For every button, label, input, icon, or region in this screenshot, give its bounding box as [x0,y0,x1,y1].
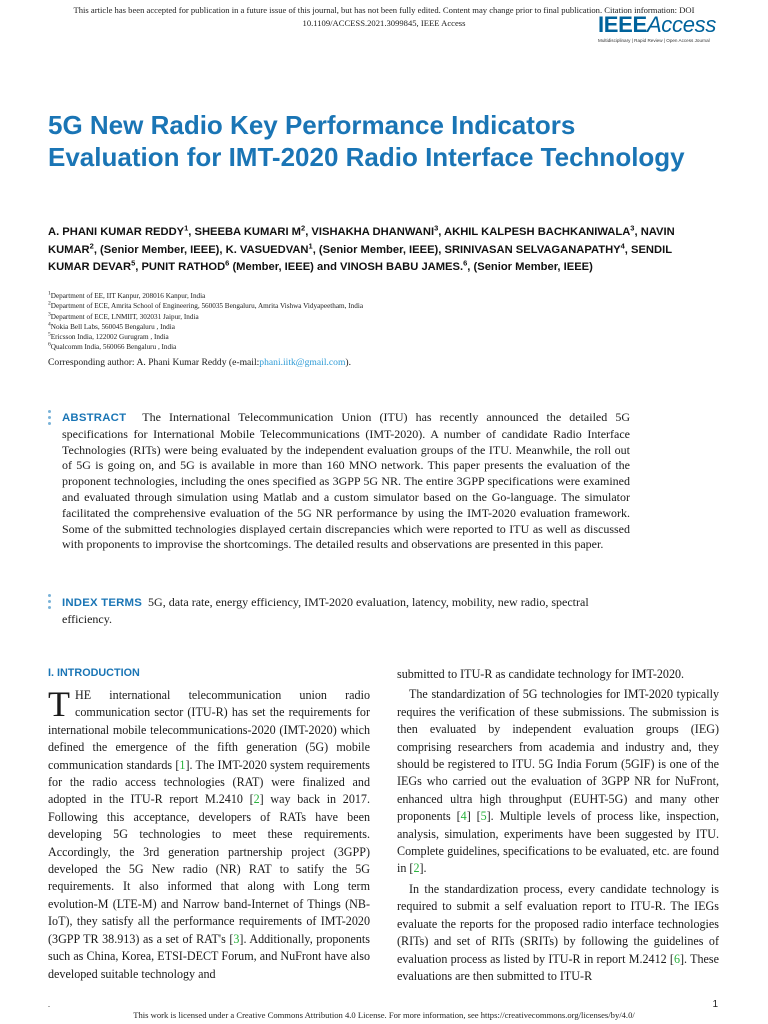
citation-link[interactable]: 2 [413,861,420,876]
text-segment: ]. The IMT-2020 system requirements for the radio access technologies (RAT) were finalized and adopted in the ITU-R report M.2410 [ [48,757,371,807]
author-name: K. VASUEDVAN [225,243,309,256]
author-name: VISHAKHA DHANWANI [311,226,435,238]
citation-link[interactable]: 3 [233,931,240,946]
logo-tagline: Multidisciplinary | Rapid Review | Open Access Journal [598,38,710,43]
author-membership: (Senior Member, IEEE) [100,243,220,256]
text-segment: ]. These evaluations are then submitted to ITU-R [397,951,719,983]
author-name: NAVIN KUMAR [48,226,675,256]
affiliation-number: 5 [48,331,51,338]
author-membership: (Member, IEEE) [232,261,314,273]
author-affil-sup: 3 [630,223,635,233]
text-segment: In the standardization process, every candidate technology is required to submit a self evaluation report to ITU-R. The IEGs evaluate the reports for the proposed radio interface technologies (RITs) and set of RITs (SRITs) by following the guidelines of evaluation process as listed by ITU-R in report M.2412 [ [397,881,719,966]
text-segment: ] [ [466,809,481,824]
author-affil-sup: 4 [620,240,625,250]
citation-link[interactable]: 5 [480,809,487,824]
affiliation-text: Department of ECE, LNMIIT, 302031 Jaipur, India [50,312,199,321]
author-list: A. PHANI KUMAR REDDY$^1$, SHEEBA KUMARI $M^2$, VISHAKHA DHANWANI$^3$, AKHIL KALPESH BACHKANIWALA$^3$, NAVIN KUMAR$^2$, (Senior Member, IEEE), K. VASUEDVAN$^1$, (Senior Member, IEEE), SRINIVASAN SELVAGANAPATHY$^4$, SENDIL KUMAR DEVAR$^5$, PUNIT RATHOD$^6$ (Member, IEEE) and VINOSH BABU JAMES.$^6$, (Senior Member, IEEE) [48,223,675,273]
section-heading-introduction: I. INTRODUCTION [48,667,140,679]
author-affil-sup: 3 [434,223,439,233]
affiliation-number: 6 [48,342,51,349]
affiliation-list [48,291,708,353]
index-terms-text: 5G, data rate, energy efficiency, IMT-2020 evaluation, latency, mobility, new radio, spectral efficiency. [62,595,589,627]
abstract-label: ABSTRACT [62,412,127,424]
text-segment: ]. Multiple levels of process like, inspection, analysis, simulation, experiments have been suggested by ITU. Complete guidelines, specifications to be evaluated, etc. are found in [ [397,809,719,876]
author-email-link[interactable]: phani.iitk@gmail.com [259,357,346,368]
affiliation-item [48,322,708,332]
intro-paragraph-1-cont: submitted to ITU-R as candidate technology for IMT-2020. [397,667,685,681]
top-notice-line-1: This article has been accepted for publication in a future issue of this journal, but has not been fully edited. Content may change prior to final publication. Citation information: DOI [73,5,695,15]
author-affil-sup: 6 [463,258,468,268]
citation-link[interactable]: 4 [460,809,467,824]
intro-paragraph-1 [48,684,371,983]
affiliation-number: 1 [48,290,51,297]
affiliation-item [48,291,708,301]
affiliation-text: Nokia Bell Labs, 560045 Bengaluru , India [50,322,175,331]
paper-title: 5G New Radio Key Performance Indicators Evaluation for IMT-2020 Radio Interface Technology [48,110,685,172]
affiliation-item [48,301,708,311]
footer-dot: . [48,1000,50,1009]
author-name: SHEEBA KUMARI M [194,226,302,238]
abstract [62,410,630,553]
intro-paragraph-2 [397,686,719,877]
affiliation-item [48,342,708,352]
corresponding-suffix: ). [345,357,351,368]
top-notice-line-2: 10.1109/ACCESS.2021.3099845, IEEE Access [302,18,466,28]
author-name: A. PHANI KUMAR REDDY [48,226,185,238]
abstract-marker-icon [48,410,52,428]
affiliation-text: Qualcomm India, 560066 Bengaluru , India [50,343,177,352]
author-affil-sup: 6 [225,258,230,268]
right-column [397,666,719,985]
author-affil-sup: 2 [89,240,94,250]
author-membership: (Senior Member, IEEE) [318,243,439,256]
logo-light-text: Access [646,12,717,37]
index-terms-marker-icon [48,594,52,612]
text-segment: The standardization of 5G technologies for IMT-2020 typically requires the verification of these submissions. The submission is then evaluated by independent evaluation groups (IEG) comprising researchers from academia and industry and, they should be registered to ITU. 5G India Forum (5GIF) is one of the IEGs who carried out the evaluation of 3GPP NR for NuFront, enhanced ultra high throughput (EUHT-5G) and many other proponents [ [397,687,719,824]
left-column [48,666,370,983]
text-segment: ]. [419,861,427,876]
logo-bold-text: IEEE [598,12,647,37]
affiliation-item [48,332,708,342]
affiliation-number: 4 [48,321,51,328]
text-segment: ] way back in 2017. Following this acceptance, developers of RATs have been developing 5G technologies to meet these requirements. Accordingly, the 3rd generation partnership project (3GPP) developed the 5G New radio (NR) RAT to satify the 5G requirements. It also informed that along with Long term evolution-M (LTE-M) and Narrow band-Internet of Things (NB-IoT), they satisfy all the performance requirements of IMT-2020 (3GPP TR 38.913) as a set of RAT's [ [48,792,370,946]
author-name: AKHIL KALPESH BACHKANIWALA [444,226,631,238]
citation-link[interactable]: 6 [673,951,681,966]
license-notice: This work is licensed under a Creative Commons Attribution 4.0 License. For more information, see https://creativecommons.org/licenses/by/4.0/ [133,1010,635,1020]
ieee-access-logo [598,14,728,43]
author-membership: (Senior Member, IEEE) [473,261,593,273]
index-terms-label: INDEX TERMS [62,597,143,609]
affiliation-text: Ericsson India, 122002 Gurugram , India [50,333,169,342]
intro-paragraph-3 [397,881,719,985]
affiliation-text: Department of ECE, Amrita School of Engineering, 560035 Bengaluru, Amrita Vishwa Vidyapeetham, India [50,302,364,311]
drop-cap: T [48,684,70,724]
citation-link[interactable]: 2 [253,792,260,807]
affiliation-text: Department of EE, IIT Kanpur, 208016 Kanpur, India [50,292,206,300]
author-name: SENDIL KUMAR DEVAR [48,243,672,273]
author-name: PUNIT RATHOD [141,261,226,273]
author-affil-sup: 1 [184,223,189,233]
abstract-text: The International Telecommunication Union (ITU) has recently announced the detailed 5G specifications for International Mobile Telecommunications (IMT-2020). A number of candidate Radio Interface Technologies (RITs) were being evaluated by the independent evaluation groups of the ITU. Meanwhile, the roll out of 5G is going on, and 5G is available in more than 160 MNO network. This paper presents the evaluation of the proponent technologies, including the ones specified as 3GPP 5G NR. The entire 3GPP specifications were examined and evaluated through simulation using Matlab and a custom simulator based on the Go-language. The simulator facilitated the comprehensive evaluation of the 5G NR performance by using the IMT-2020 evaluation framework. Some of the submitted technologies displayed certain discrepancies which were reported to ITU as well as discussed with proponents to improvise the shortcomings. The detailed results and observations are presented in this paper. [62,410,630,552]
affiliation-number: 2 [48,300,51,307]
author-affil-sup: 2 [301,223,306,233]
affiliation-item [48,312,708,322]
index-terms [62,594,630,627]
author-name: VINOSH BABU JAMES. [340,261,464,273]
page-number: 1 [712,999,718,1010]
corresponding-prefix: Corresponding author: A. Phani Kumar Reddy (e-mail: [48,357,260,368]
citation-link[interactable]: 1 [179,757,186,772]
affiliation-number: 3 [48,311,51,318]
corresponding-author [48,357,708,369]
author-affil-sup: 1 [308,240,313,250]
text-segment: HE international telecommunication union radio communication sector (ITU-R) has set the requirements for international mobile telecommunications-2020 (IMT-2020) which defined the emergence of the fifth generation (5G) mobile communication standards [ [48,688,370,772]
author-affil-sup: 5 [131,258,136,268]
text-segment: ]. Additionally, proponents such as China, Korea, ETSI-DECT Forum, and NuFront have also developed suitable technology and [48,931,371,981]
author-name: SRINIVASAN SELVAGANAPATHY [444,243,621,256]
